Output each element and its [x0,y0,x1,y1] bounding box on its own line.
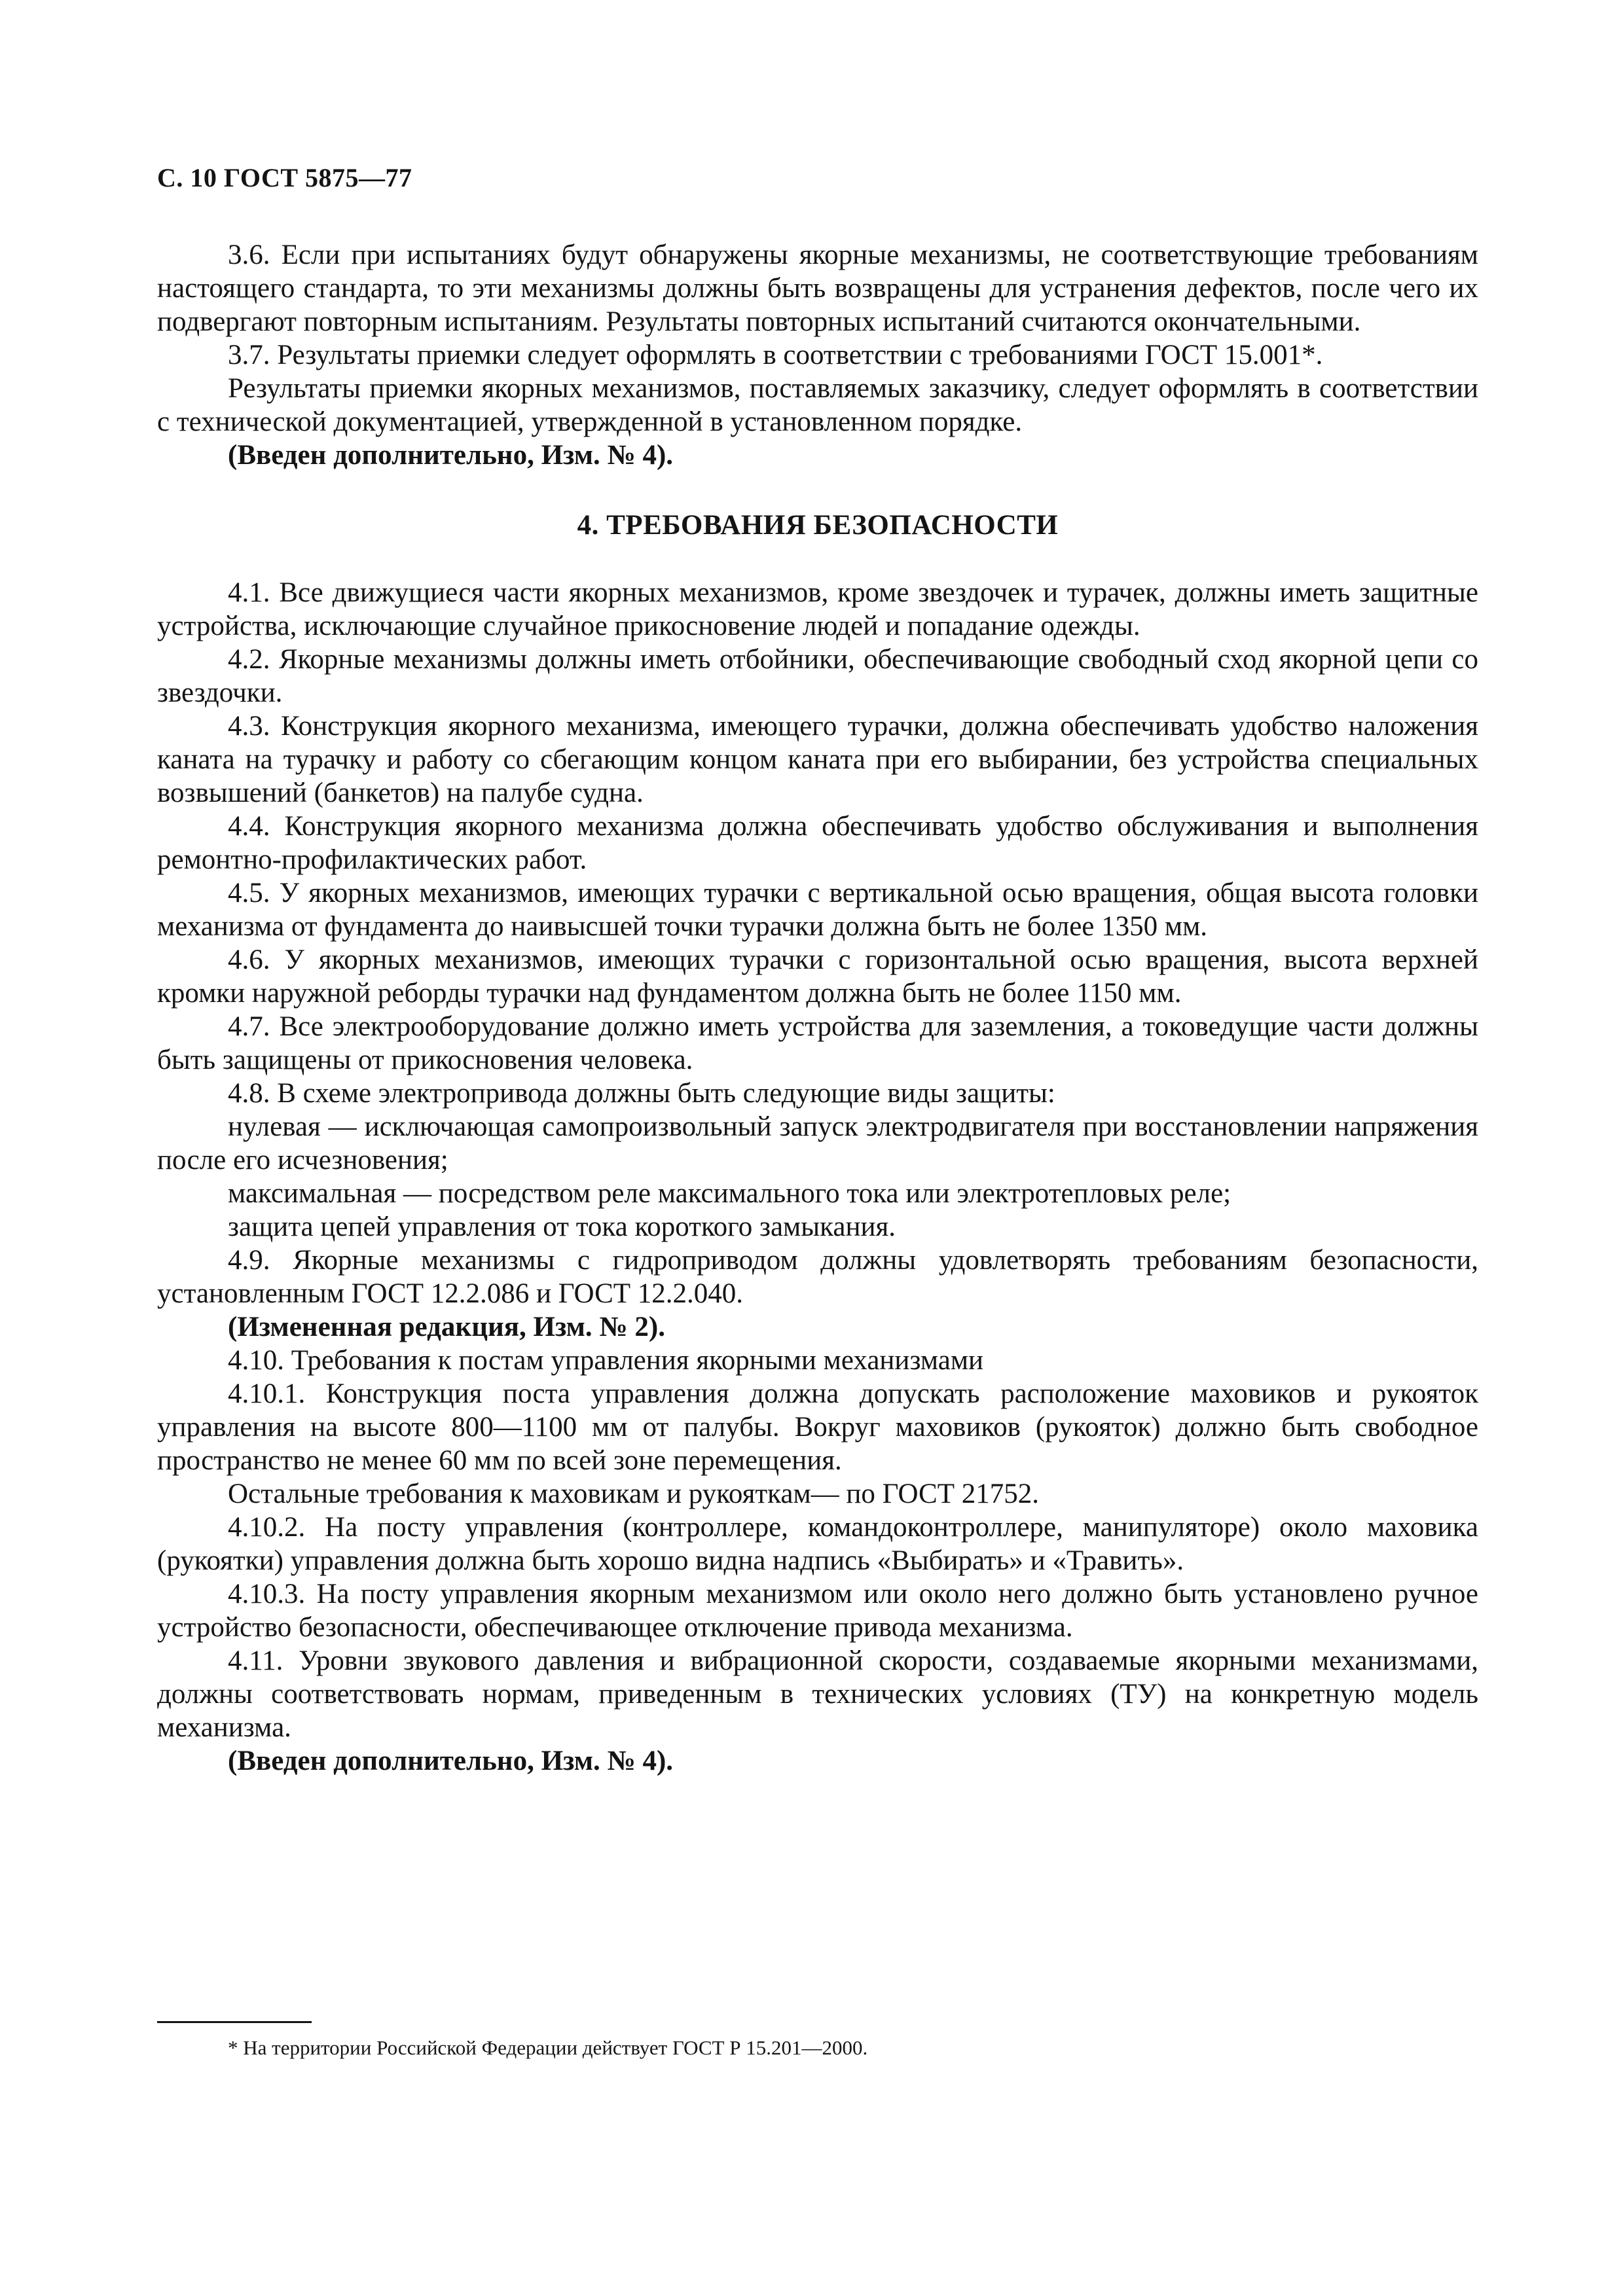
paragraph-4-10-1: 4.10.1. Конструкция поста управления должна допускать расположение маховиков и рукояток управления на высоте 800—1100 мм от палубы. Вокруг маховиков (рукояток) должно быть свободное пространство не менее 60 мм по всей зоне перемещения. [157,1378,1478,1476]
paragraph-4-10-2: 4.10.2. На посту управления (контроллере, командоконтроллере, манипуляторе) около маховика (рукоятки) управления должна быть хорошо видна надпись «Выбирать» и «Травить». [157,1512,1478,1576]
paragraph-3-7-results: Результаты приемки якорных механизмов, поставляемых заказчику, следует оформлять в соответствии с технической документацией, утвержденной в установленном порядке. [157,373,1478,437]
paragraph-4-7: 4.7. Все электрооборудование должно иметь устройства для заземления, а токоведущие части должны быть защищены от прикосновения человека. [157,1011,1478,1075]
paragraph-4-8-max: максимальная — посредством реле максимального тока или электротепловых реле; [228,1178,1231,1209]
paragraph-4-2: 4.2. Якорные механизмы должны иметь отбойники, обеспечивающие свободный сход якорной цепи со звездочки. [157,644,1478,708]
paragraph-4-3: 4.3. Конструкция якорного механизма, имеющего турачки, должна обеспечивать удобство наложения каната на турачку и работу со сбегающим концом каната при его выбирании, без устройства специальных возвышений (банкетов) на палубе судна. [157,711,1478,808]
paragraph-4-10-3: 4.10.3. На посту управления якорным механизмом или около него должно быть установлено ручное устройство безопасности, обеспечивающее отключение привода механизма. [157,1579,1478,1643]
footnote: * На территории Российской Федерации действует ГОСТ Р 15.201—2000. [228,2036,868,2059]
paragraph-4-5: 4.5. У якорных механизмов, имеющих турачки с вертикальной осью вращения, общая высота головки механизма от фундамента до наивысшей точки турачки должна быть не более 1350 мм. [157,878,1478,942]
paragraph-4-10: 4.10. Требования к постам управления якорными механизмами [228,1345,984,1376]
paragraph-4-8-zero: нулевая — исключающая самопроизвольный запуск электродвигателя при восстановлении напряжения после его исчезновения; [157,1111,1478,1175]
paragraph-4-4: 4.4. Конструкция якорного механизма должна обеспечивать удобство обслуживания и выполнения ремонтно-профилактических работ. [157,811,1478,875]
amendment-note-2: (Измененная редакция, Изм. № 2). [228,1312,665,1342]
section-title: 4. ТРЕБОВАНИЯ БЕЗОПАСНОСТИ [577,510,1059,541]
paragraph-4-1: 4.1. Все движущиеся части якорных механизмов, кроме звездочек и турачек, должны иметь защитные устройства, исключающие случайное прикосновение людей и попадание одежды. [157,577,1478,641]
paragraph-4-6: 4.6. У якорных механизмов, имеющих турачки с горизонтальной осью вращения, высота верхней кромки наружной реборды турачки над фундаментом должна быть не более 1150 мм. [157,944,1478,1009]
paragraph-4-11: 4.11. Уровни звукового давления и вибрационной скорости, создаваемые якорными механизмами, должны соответствовать нормам, приведенным в технических условиях (ТУ) на конкретную модель механизма. [157,1645,1478,1743]
footnote-divider [157,2021,312,2023]
paragraph-4-10-1-other: Остальные требования к маховикам и рукояткам— по ГОСТ 21752. [228,1479,1040,1509]
amendment-note-4: (Введен дополнительно, Изм. № 4). [228,440,674,471]
amendment-note-4-final: (Введен дополнительно, Изм. № 4). [228,1746,674,1776]
page-header: С. 10 ГОСТ 5875—77 [157,163,412,192]
paragraph-4-8-short: защита цепей управления от тока короткого замыкания. [228,1211,896,1242]
paragraph-3-6: 3.6. Если при испытаниях будут обнаружены якорные механизмы, не соответствующие требованиям настоящего стандарта, то эти механизмы должны быть возвращены для устранения дефектов, после чего их подвергают повторным испытаниям. Результаты повторных испытаний считаются окончательными. [157,240,1478,337]
paragraph-3-7: 3.7. Результаты приемки следует оформлять в соответствии с требованиями ГОСТ 15.001*. [228,340,1323,370]
paragraph-4-8: 4.8. В схеме электропривода должны быть следующие виды защиты: [228,1078,1055,1109]
document-body [157,238,1478,1778]
paragraph-4-9: 4.9. Якорные механизмы с гидроприводом должны удовлетворять требованиям безопасности, установленным ГОСТ 12.2.086 и ГОСТ 12.2.040. [157,1245,1478,1309]
